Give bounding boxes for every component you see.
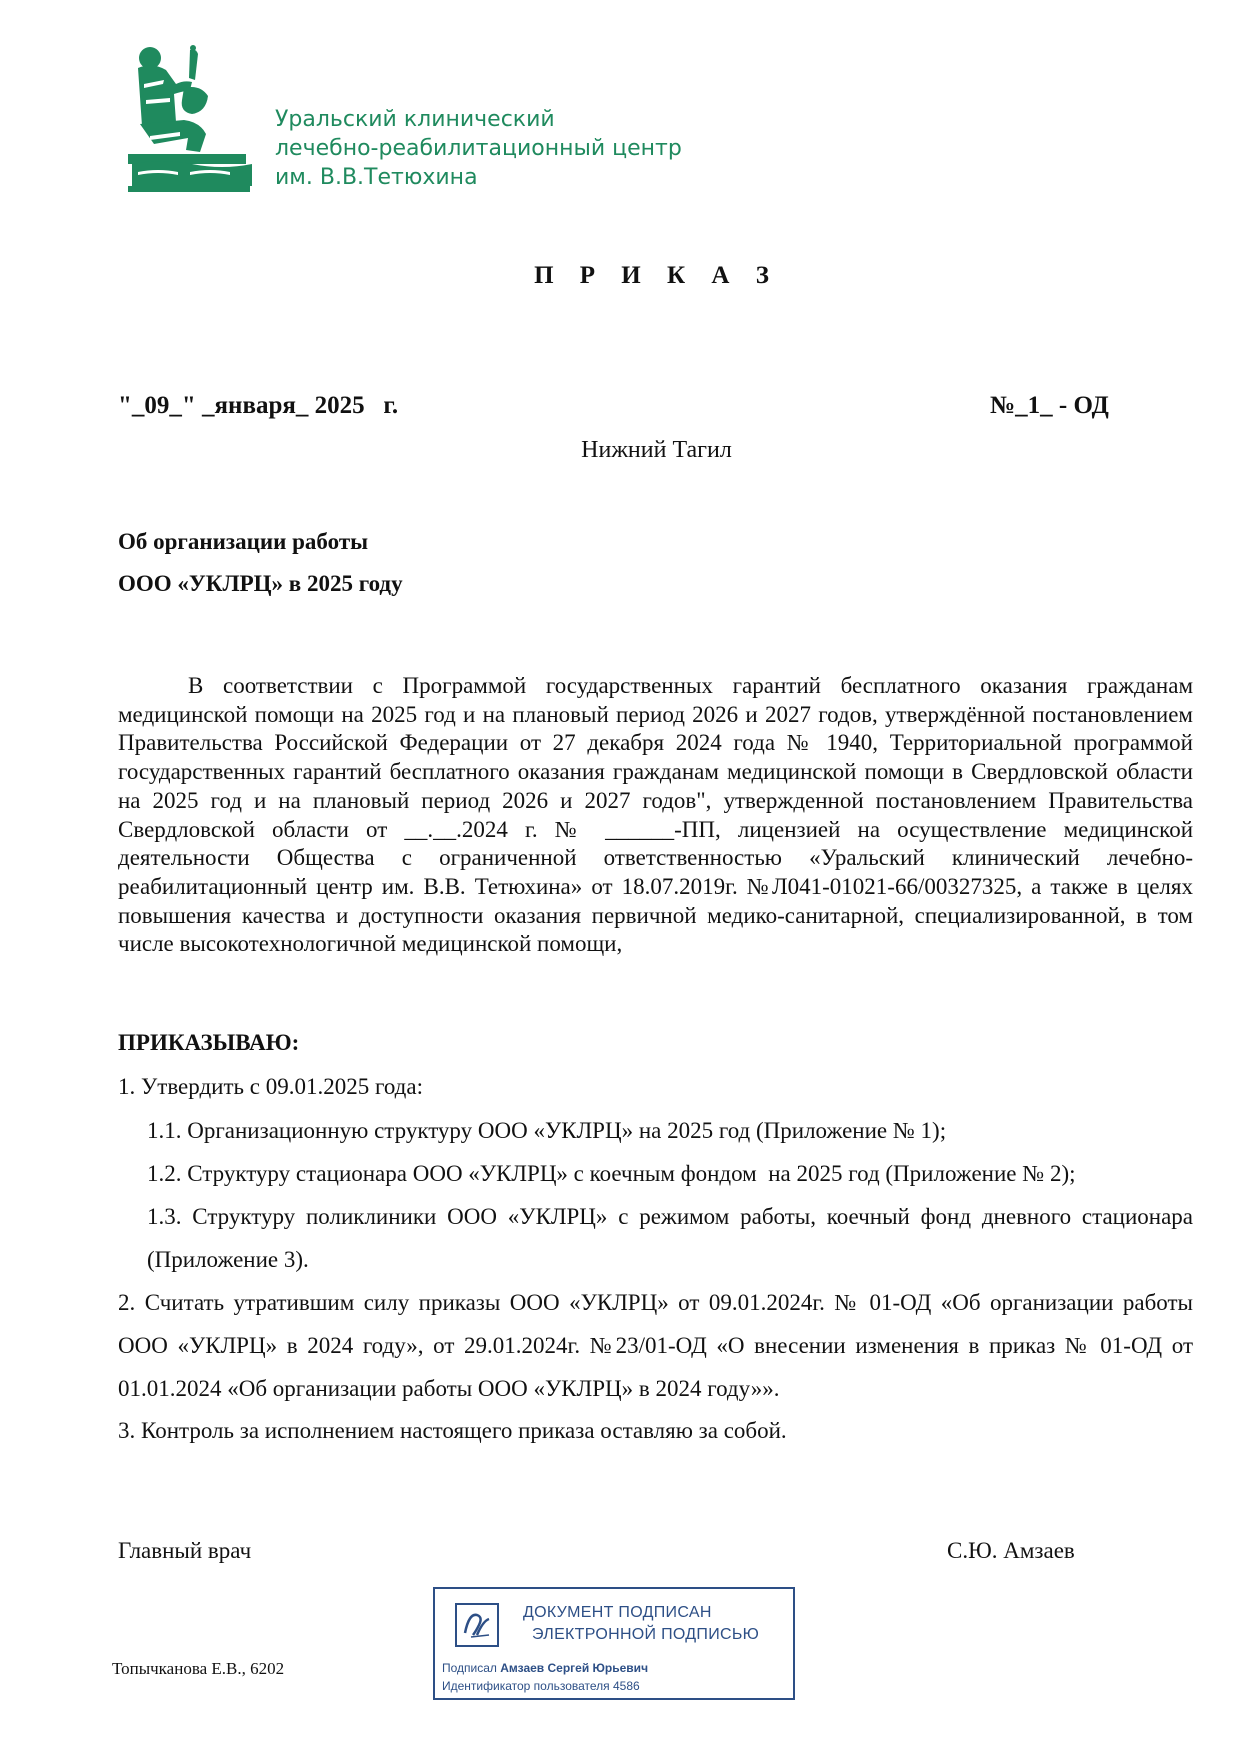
e-signature-icon (455, 1603, 499, 1647)
order-item-1-3: 1.3. Структуру поликлиники ООО «УКЛРЦ» с режимом работы, коечный фонд дневного стационара (Приложение 3). (147, 1204, 1193, 1272)
organization-name-line3: им. В.В.Тетюхина (275, 165, 478, 190)
order-item-2: 2. Считать утратившим силу приказы ООО «УКЛРЦ» от 09.01.2024г. № 01-ОД «Об организации работы ООО «УКЛРЦ» в 2024 году», от 29.01.2024г. №23/01-ОД «О внесении изменения в приказ № 01-ОД от 01.01.2024 «Об организации работы ООО «УКЛРЦ» в 2024 году»». (118, 1290, 1193, 1401)
order-heading: ПРИКАЗЫВАЮ: (118, 1030, 300, 1055)
signer-name: С.Ю. Амзаев (947, 1538, 1075, 1563)
subject-line2: ООО «УКЛРЦ» в 2025 году (118, 571, 403, 596)
stamp-signed-label: Подписал (442, 1661, 501, 1675)
order-number: №_1_ - ОД (990, 392, 1109, 419)
organization-name-line1: Уральский клинический (275, 107, 555, 132)
signer-position: Главный врач (118, 1538, 252, 1563)
organization-name-line2: лечебно-реабилитационный центр (275, 136, 682, 161)
executor: Топычканова Е.В., 6202 (112, 1659, 285, 1678)
document-title: П Р И К А З (534, 262, 779, 289)
preamble-paragraph: В соответствии с Программой государственных гарантий бесплатного оказания гражданам медицинской помощи на 2025 год и на плановый период 2026 и 2027 годов, утверждённой постановлением Правительства Российской Федерации от 27 декабря 2024 года № 1940, Территориальной программой государственных гарантий бесплатного оказания гражданам медицинской помощи в Свердловской области на 2025 год и на плановый период 2026 и 2027 годов", утвержденной постановлением Правительства Свердловской области от __.__.2024 г. № ______-ПП, лицензией на осуществление медицинской деятельности Общества с ограниченной ответственностью «Уральский клинический лечебно-реабилитационный центр им. В.В. Тетюхина» от 18.07.2019г. №Л041-01021-66/00327325, а также в целях повышения качества и доступности оказания первичной медико-санитарной, специализированной, в том числе высокотехнологичной медицинской помощи, (118, 673, 1193, 957)
subject-line1: Об организации работы (118, 529, 369, 554)
order-item-1-1: 1.1. Организационную структуру ООО «УКЛРЦ» на 2025 год (Приложение № 1); (147, 1118, 947, 1143)
stamp-title-line2: ЭЛЕКТРОННОЙ ПОДПИСЬЮ (532, 1626, 760, 1643)
stamp-signer-name: Амзаев Сергей Юрьевич (500, 1661, 649, 1675)
order-item-1: 1. Утвердить с 09.01.2025 года: (118, 1074, 423, 1099)
stamp-user-id: Идентификатор пользователя 4586 (442, 1679, 640, 1693)
order-item-3: 3. Контроль за исполнением настоящего приказа оставляю за собой. (118, 1418, 787, 1443)
order-item-1-2: 1.2. Структуру стационара ООО «УКЛРЦ» с коечным фондом на 2025 год (Приложение № 2); (147, 1161, 1076, 1186)
electronic-signature-stamp (433, 1587, 795, 1700)
order-date: "_09_" _января_ 2025 г. (118, 392, 399, 419)
city: Нижний Тагил (581, 437, 732, 463)
stamp-title-line1: ДОКУМЕНТ ПОДПИСАН (523, 1604, 712, 1621)
stamp-signer (442, 1661, 648, 1675)
organization-logo (126, 44, 258, 194)
